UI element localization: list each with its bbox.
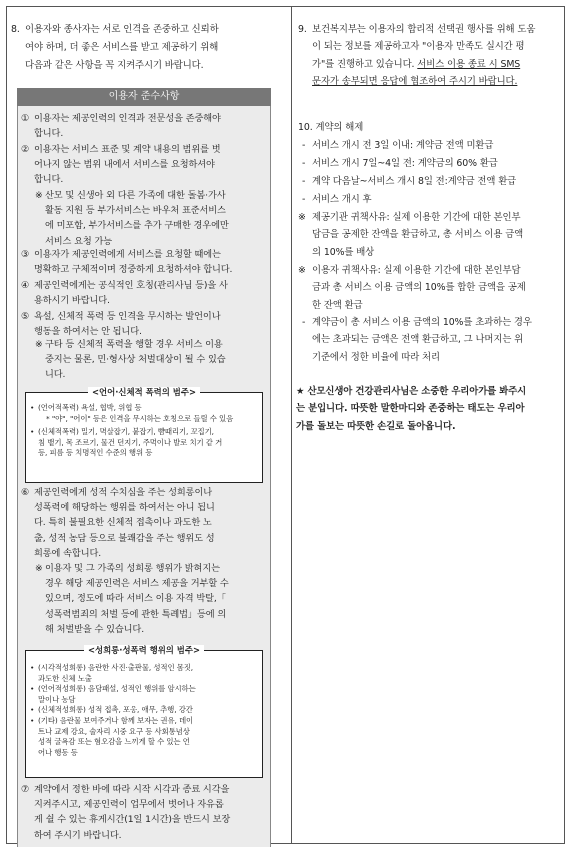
text-line: 서비스 개시 전 3일 이내: 계약금 전액 미환급 xyxy=(312,140,494,151)
section-10-item-3: - 계약 다음날~서비스 개시 8일 전:계약금 전액 환급 xyxy=(298,173,560,190)
text-line: 있으며, 정도에 따라 서비스 이용 자격 박탈,「 xyxy=(45,593,226,605)
text-line: 용하시기 바랍니다. xyxy=(34,295,110,307)
text-line: 어나 행동 등 xyxy=(38,747,78,757)
text-line: 중지는 물론, 민·형사상 처벌대상이 될 수 있습 xyxy=(45,354,226,366)
text-line: 에 미포함, 부가서비스를 추가 구매한 경우에만 xyxy=(45,220,229,232)
text-line: 이용자는 서비스 표준 및 계약 내용의 범위를 벗 xyxy=(34,144,221,155)
text-line: 이용자 및 그 가족의 성희롱 행위가 밝혀지는 xyxy=(45,563,220,574)
harassment-item-other: • (기타) 음란물 보여주거나 함께 보자는 권유, 데이 트나 교제 강요, 술자리 시중 요구 등 사회통념상 성적 굴욕감 또는 혐오감을 느끼게 할 수 있는 언 어나 행동 등 xyxy=(30,716,258,758)
text-line: 해 처벌받을 수 있습니다. xyxy=(45,623,145,635)
text-line: 제공인력에게 성적 수치심을 주는 성희롱이나 xyxy=(34,487,213,498)
text-line: 합니다. xyxy=(34,174,64,186)
document-page xyxy=(6,6,565,844)
text-line: 이용자는 제공인력의 인격과 전문성을 존중해야 xyxy=(34,113,221,124)
text-line: 이용자와 종사자는 서로 인격을 존중하고 신뢰하 xyxy=(25,24,219,35)
section-9 xyxy=(298,21,560,90)
section-10 xyxy=(298,119,560,136)
text-line: 활동 지원 등 부가서비스는 바우처 표준서비스 xyxy=(45,205,226,217)
rule-note-5 xyxy=(35,337,265,383)
text-line: 성적 굴욕감 또는 혐오감을 느끼게 할 수 있는 언 xyxy=(38,737,190,747)
text-line: 한 잔액 환급 xyxy=(312,299,363,311)
text-line: 다. 특히 불필요한 신체적 접촉이나 과도한 노 xyxy=(34,517,212,529)
note-marker: ※ xyxy=(35,190,43,201)
harassment-category-box xyxy=(25,645,263,778)
violence-category-box xyxy=(25,387,263,483)
text-line: * "야", "어이" 등은 인격을 무시하는 호칭으로 들릴 수 있음 xyxy=(46,413,234,423)
text-line: 산모신생아 건강관리사님은 소중한 우리아가를 봐주시 xyxy=(307,386,527,397)
text-line: 니다. xyxy=(45,369,66,381)
text-line: 성폭력범죄의 처벌 등에 관한 특례법」등에 의 xyxy=(45,608,227,620)
text-line: (언어적폭력) 욕설, 협박, 위협 등 xyxy=(38,403,142,412)
text-line: 서비스 요청 가능 xyxy=(45,235,113,247)
underlined-text: 서비스 이용 종료 시 SMS xyxy=(417,58,521,70)
text-line: (시각적성희롱) 음란한 사진·출판물, 성적인 몸짓, xyxy=(38,663,194,672)
text-line: 계약 다음날~서비스 개시 8일 전:계약금 전액 환급 xyxy=(312,176,517,187)
text-line: 제공인력에게는 공식적인 호칭(관리사님 등)을 사 xyxy=(34,280,228,291)
text-line: 보건복지부는 이용자의 합리적 선택권 행사를 위해 도움 xyxy=(312,24,536,35)
rule-note-6 xyxy=(35,561,265,637)
text-line: 구타 등 신체적 폭력을 행할 경우 서비스 이용 xyxy=(45,339,223,350)
text-line: 욕설, 신체적 폭력 등 인격을 무시하는 발언이나 xyxy=(34,311,221,322)
rule-item-6 xyxy=(21,485,267,561)
text-line: 는 분입니다. 따뜻한 말한마디와 존중하는 태도는 우리아 xyxy=(296,403,525,415)
item-marker: ⑦ xyxy=(21,784,30,795)
harassment-box-title: <성희롱·성폭력 행위의 범주> xyxy=(26,644,262,656)
rule-item-5 xyxy=(21,309,267,339)
note-marker: ※ xyxy=(35,339,43,350)
text-line: 명확하고 구체적이며 정중하게 요청하셔야 합니다. xyxy=(34,264,233,276)
text-line: 에는 초과되는 금액은 전액 환급하고, 그 나머지는 위 xyxy=(312,334,524,346)
section-10-item-1: - 서비스 개시 전 3일 이내: 계약금 전액 미환급 xyxy=(298,137,560,154)
rules-title: 이용자 준수사항 xyxy=(17,88,271,106)
item-marker: ① xyxy=(21,113,30,124)
text-line: 이용자가 제공인력에게 서비스를 요청할 때에는 xyxy=(34,249,221,260)
text-line: (신체적폭력) 밀기, 멱살잡기, 붙잡기, 뺨때리기, 꼬집기, xyxy=(38,427,214,437)
harassment-item-visual: • (시각적성희롱) 음란한 사진·출판물, 성적인 몸짓, 과도한 신체 노출 xyxy=(30,663,258,684)
text-line: 계약에서 정한 바에 따라 시작 시각과 종료 시각을 xyxy=(34,784,230,795)
note-marker: ※ xyxy=(35,563,43,574)
text-line: 담금을 공제한 잔액을 환급하고, 총 서비스 이용 금액 xyxy=(312,229,524,241)
item-marker: ⑤ xyxy=(21,311,30,322)
rule-note-2 xyxy=(35,188,265,249)
section-10-item-deposit: - 계약금이 총 서비스 이용 금액의 10%를 초과하는 경우 에는 초과되는 금액은 전액 환급하고, 그 나머지는 위 기준에서 정한 비율에 따라 처리 xyxy=(298,314,560,366)
text-line: (신체적성희롱) 성적 접촉, 포옹, 애무, 추행, 강간 xyxy=(38,705,193,715)
underlined-text: 문자가 송부되면 응답에 협조하여 주시기 바랍니다. xyxy=(312,75,518,87)
text-line: 과도한 신체 노출 xyxy=(38,673,92,683)
text-line: 다음과 같은 사항을 꼭 지켜주시기 바랍니다. xyxy=(25,59,204,71)
text-line: 가"를 진행하고 있습니다. 서비스 이용 종료 시 SMS xyxy=(312,58,521,70)
violence-item-verbal: • (언어적폭력) 욕설, 협박, 위협 등 * "야", "어이" 등은 인격을 무시하는 호칭으로 들릴 수 있음 xyxy=(30,403,258,424)
rule-item-1 xyxy=(21,111,267,141)
section-number: 9. xyxy=(298,24,307,35)
violence-box-title: <언어·신체적 폭력의 범주> xyxy=(26,386,262,398)
text-line: 계약금이 총 서비스 이용 금액의 10%를 초과하는 경우 xyxy=(312,317,532,328)
section-8-text xyxy=(25,21,277,74)
violence-item-physical: • (신체적폭력) 밀기, 멱살잡기, 붙잡기, 뺨때리기, 꼬집기, 침 뱉기, 목 조르기, 물건 던지기, 주먹이나 발로 치기 같 거 등, 피름 등 치명적인 수준의 행위 등 xyxy=(30,427,258,459)
item-marker: ② xyxy=(21,144,30,155)
text-line: 서비스 개시 7일~4일 전: 계약금의 60% 환급 xyxy=(312,158,498,169)
text-line: 트나 교제 강요, 술자리 시중 요구 등 사회통념상 xyxy=(38,726,190,736)
text-line: 성폭력에 해당하는 행위를 하여서는 아니 됩니 xyxy=(34,502,215,514)
text-line: 산모 및 신생아 외 다른 가족에 대한 돌봄·가사 xyxy=(45,190,226,201)
text-line: 여야 하며, 더 좋은 서비스를 받고 제공하기 위해 xyxy=(25,41,219,53)
text-line: 침 뱉기, 목 조르기, 물건 던지기, 주먹이나 발로 치기 같 거 xyxy=(38,437,223,447)
section-title: 10. 계약의 해제 xyxy=(298,122,364,133)
text-line: 기준에서 정한 비율에 따라 처리 xyxy=(312,351,440,363)
harassment-item-verbal: • (언어적성희롱) 음담패설, 성적인 행위를 암시하는 말이나 농담 xyxy=(30,684,258,705)
text-line: 게 쉴 수 있는 휴게시간(1일 1시간)을 반드시 보장 xyxy=(34,814,231,826)
text-line: 행동을 하여서는 안 됩니다. xyxy=(34,326,142,338)
text-line: 서비스 개시 후 xyxy=(312,194,372,205)
text-line: 제공기관 귀책사유: 실제 이용한 기간에 대한 본인부 xyxy=(312,212,521,223)
item-marker: ⑥ xyxy=(21,487,30,498)
closing-message xyxy=(296,383,562,435)
section-number: 8. xyxy=(11,24,20,35)
text-line: 지켜주시고, 제공인력이 업무에서 벗어나 자유롭 xyxy=(34,799,224,811)
section-10-note-user: ※ 이용자 귀책사유: 실제 이용한 기간에 대한 본인부담 금과 총 서비스 이용 금액의 10%를 합한 금액을 공제 한 잔액 환급 xyxy=(298,262,560,314)
text-line: 하여 주시기 바랍니다. xyxy=(34,829,122,841)
text-line: 금과 총 서비스 이용 금액의 10%를 합한 금액을 공제 xyxy=(312,282,526,294)
text-line: 합니다. xyxy=(34,128,64,140)
star-icon: ★ xyxy=(296,386,305,397)
column-divider xyxy=(291,7,292,843)
section-10-item-2: - 서비스 개시 7일~4일 전: 계약금의 60% 환급 xyxy=(298,155,560,172)
item-marker: ④ xyxy=(21,280,30,291)
text-line: 등, 피름 등 치명적인 수준의 행위 등 xyxy=(38,448,153,458)
text-line: 이 되는 정보를 제공하고자 "이용자 만족도 실시간 평 xyxy=(312,41,525,53)
harassment-item-physical: • (신체적성희롱) 성적 접촉, 포옹, 애무, 추행, 강간 xyxy=(30,705,258,716)
text-line: (기타) 음란물 보여주거나 함께 보자는 권유, 데이 xyxy=(38,715,194,725)
rule-item-7 xyxy=(21,782,267,843)
text-line: 의 10%를 배상 xyxy=(312,246,375,258)
text-line: 출, 성적 농담 등으로 불쾌감을 주는 행위도 성 xyxy=(34,532,215,544)
text-line: 경우 해당 제공인력은 서비스 제공을 거부할 수 xyxy=(45,578,229,590)
text-line: (언어적성희롱) 음담패설, 성적인 행위를 암시하는 xyxy=(38,684,196,694)
text-line: 말이나 농담 xyxy=(38,694,76,704)
text-line: 어나지 않는 범위 내에서 서비스를 요청하셔야 xyxy=(34,159,215,171)
rule-item-2 xyxy=(21,142,267,188)
text-line: 이용자 귀책사유: 실제 이용한 기간에 대한 본인부담 xyxy=(312,265,521,276)
item-marker: ③ xyxy=(21,249,30,260)
rule-item-4 xyxy=(21,278,267,308)
text-line: 희롱에 속합니다. xyxy=(34,547,102,559)
section-10-item-4: - 서비스 개시 후 xyxy=(298,191,560,208)
rule-item-3 xyxy=(21,247,267,277)
section-8-intro xyxy=(11,21,277,74)
text-line: 가를 돌보는 따뜻한 손길로 돌아옵니다. xyxy=(296,420,456,432)
section-10-note-provider: ※ 제공기관 귀책사유: 실제 이용한 기간에 대한 본인부 담금을 공제한 잔액을 환급하고, 총 서비스 이용 금액 의 10%를 배상 xyxy=(298,209,560,261)
